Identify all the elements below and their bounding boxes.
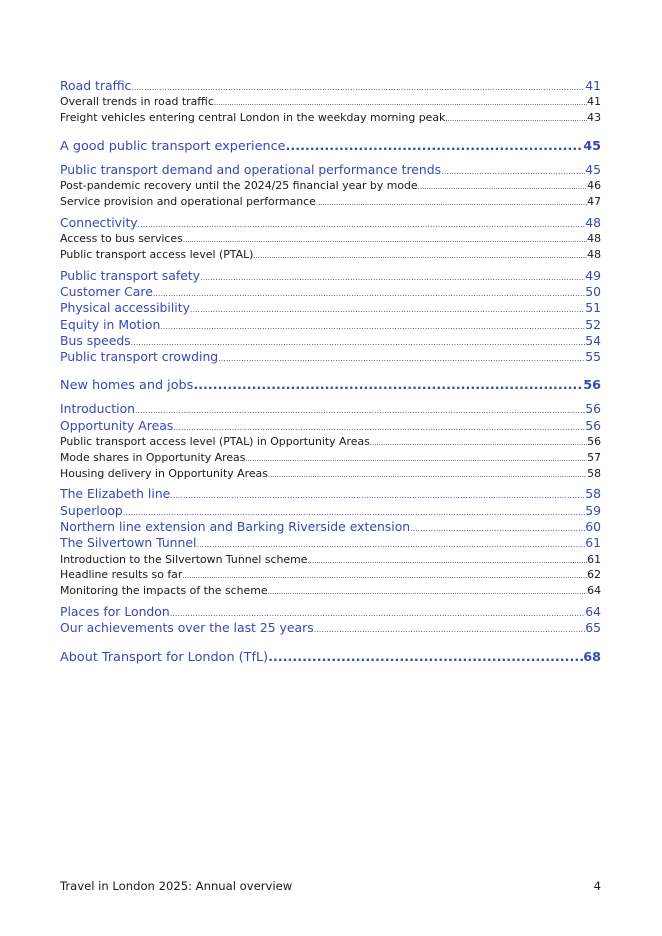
toc-leader [153,286,585,302]
toc-subsection[interactable] [60,604,601,620]
toc-entry-title: Superloop [60,502,123,518]
toc-entry-title: Access to bus services [60,232,183,246]
toc-subsection[interactable] [60,535,601,551]
toc-entry-page: 45 [585,161,601,177]
toc-entry-title: Service provision and operational performance [60,194,316,208]
toc-entry-title: Public transport access level (PTAL) in Opportunity Areas [60,435,370,449]
toc-entry-page: 64 [585,604,601,620]
toc-entry-title: Public transport crowding [60,349,219,365]
toc-entry-title: Places for London [60,604,170,620]
toc-leader [445,112,587,128]
toc-leader [218,351,585,367]
toc-entry-page: 60 [585,519,601,535]
toc-entry-page: 49 [585,267,601,283]
toc-entry-title: Mode shares in Opportunity Areas [60,450,246,464]
toc-leader [268,647,583,668]
toc-section-page: 45 [583,138,601,154]
toc-item[interactable] [60,466,601,482]
toc-entry-title: Opportunity Areas [60,417,174,433]
footer-title: Travel in London 2025: Annual overview [60,879,293,893]
toc-subsection[interactable] [60,486,601,502]
toc-section-homes-jobs[interactable] [60,375,601,396]
toc-entry-title: Public transport demand and operational performance trends [60,161,442,177]
toc-entry-page: 59 [585,502,601,518]
toc-entry-title: Introduction to the Silvertown Tunnel scheme [60,552,308,566]
page-footer [60,879,601,893]
toc-entry-title: Road traffic [60,78,132,93]
toc-subsection[interactable] [60,268,601,284]
toc-entry-page: 58 [587,466,601,480]
toc-subsection[interactable] [60,620,601,636]
toc-entry-page: 47 [587,194,601,208]
toc-leader [160,319,585,335]
toc-subsection[interactable] [60,317,601,333]
toc-item[interactable] [60,94,601,110]
toc-item[interactable] [60,450,601,466]
toc-section-page: 68 [583,649,601,665]
toc-leader [314,622,586,638]
toc-subsection[interactable] [60,349,601,365]
toc-entry-page: 64 [587,584,601,598]
toc-group-connectivity [60,215,601,263]
toc-leader [253,249,587,265]
toc-leader [190,302,585,318]
toc-entry-title: Monitoring the impacts of the scheme [60,584,268,598]
toc-leader [138,217,586,233]
toc-entry-page: 61 [587,552,601,566]
toc-entry-title: Customer Care [60,283,153,299]
toc-entry-title: Post-pandemic recovery until the 2024/25 financial year by mode [60,179,418,193]
toc-leader [410,521,585,537]
toc-item[interactable] [60,194,601,210]
toc-entry-title: Public transport access level (PTAL) [60,247,254,261]
toc-entry-page: 52 [585,316,601,332]
toc-entry-page: 62 [587,568,601,582]
toc-entry-title: Overall trends in road traffic [60,95,214,109]
toc-entry-title: Equity in Motion [60,316,161,332]
toc-entry-page: 57 [587,450,601,464]
toc-entry-page: 41 [585,78,601,93]
toc-section-page: 56 [583,378,601,394]
toc-entry-page: 43 [587,111,601,125]
toc-group-road-traffic [60,78,601,126]
footer-page-number: 4 [593,879,601,893]
toc-entry-page: 48 [585,214,601,230]
toc-entry-page: 51 [585,300,601,316]
toc-entry-page: 46 [587,179,601,193]
toc-subsection[interactable] [60,78,601,94]
toc-entry-title: Headline results so far [60,568,183,582]
toc-subsection[interactable] [60,215,601,231]
toc-group-places [60,604,601,637]
toc-leader [135,403,585,419]
toc-entry-page: 41 [587,95,601,109]
toc-entry-title: The Silvertown Tunnel [60,535,197,551]
toc-entry-title: Freight vehicles entering central London in the weekday morning peak [60,111,446,125]
toc-group-experience [60,268,601,366]
toc-leader [200,270,585,286]
toc-entry-page: 56 [587,435,601,449]
toc-subsection[interactable] [60,418,601,434]
toc-item[interactable] [60,552,601,568]
toc-group-opportunity [60,401,601,481]
toc-leader [170,488,585,504]
toc-item[interactable] [60,178,601,194]
toc-entry-title: Public transport safety [60,267,201,283]
toc-leader [441,164,585,180]
toc-subsection[interactable] [60,401,601,417]
toc-group-schemes [60,486,601,599]
toc-leader [307,554,587,570]
toc-entry-title: Physical accessibility [60,300,190,316]
toc-entry-page: 56 [585,417,601,433]
toc-entry-page: 65 [585,620,601,636]
toc-entry-page: 54 [585,332,601,348]
toc-subsection[interactable] [60,300,601,316]
toc-entry-title: Housing delivery in Opportunity Areas [60,466,268,480]
toc-section-title: New homes and jobs [60,378,194,394]
toc-entry-page: 50 [585,283,601,299]
toc-section-public-transport[interactable] [60,136,601,157]
toc-entry-title: Connectivity [60,214,138,230]
toc-entry-page: 56 [585,401,601,417]
toc-leader [316,196,587,212]
toc-entry-page: 48 [587,247,601,261]
toc-entry-title: Introduction [60,401,136,417]
toc-item[interactable] [60,583,601,599]
toc-section-title: A good public transport experience [60,138,286,154]
toc-item[interactable] [60,231,601,247]
toc-item[interactable] [60,434,601,450]
toc-subsection[interactable] [60,503,601,519]
toc-item[interactable] [60,567,601,583]
toc-subsection[interactable] [60,162,601,178]
table-of-contents [60,78,601,668]
toc-leader [418,180,588,196]
toc-entry-title: Bus speeds [60,332,131,348]
toc-section-title: About Transport for London (TfL) [60,649,269,665]
toc-subsection[interactable] [60,519,601,535]
toc-leader [268,585,588,601]
toc-leader [268,468,587,484]
toc-entry-title: Our achievements over the last 25 years [60,620,314,636]
toc-entry-page: 48 [587,232,601,246]
toc-entry-page: 58 [585,486,601,502]
toc-leader [193,375,583,396]
toc-entry-title: The Elizabeth line [60,486,171,502]
toc-item[interactable] [60,110,601,126]
toc-subsection[interactable] [60,333,601,349]
toc-group-demand [60,162,601,210]
toc-leader [370,436,587,452]
toc-entry-page: 61 [585,535,601,551]
toc-leader [245,452,587,468]
toc-leader [286,136,584,157]
toc-section-about[interactable] [60,647,601,668]
toc-subsection[interactable] [60,284,601,300]
toc-entry-page: 55 [585,349,601,365]
toc-entry-title: Northern line extension and Barking Riverside extension [60,519,411,535]
toc-item[interactable] [60,247,601,263]
